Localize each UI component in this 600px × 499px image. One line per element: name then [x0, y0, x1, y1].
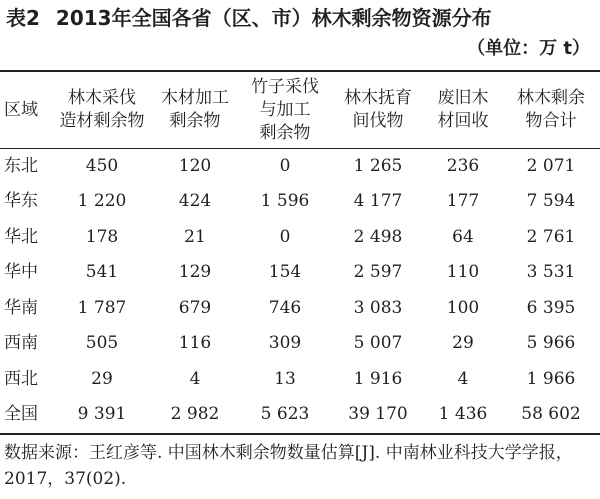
table-caption: 2013年全国各省（区、市）林木剩余物资源分布	[55, 6, 492, 30]
data-source-note: 数据来源：王红彦等. 中国林木剩余物数量估算[J]. 中南林业科技大学学报，2017，37(02).	[4, 443, 573, 489]
value-cell: 7 594	[526, 191, 576, 212]
value-cell: 0	[279, 155, 291, 176]
header-row	[0, 72, 600, 148]
table-row	[0, 219, 600, 255]
value-cell: 4	[189, 368, 201, 389]
value-cell: 6 395	[526, 297, 576, 318]
value-cell: 309	[268, 333, 302, 354]
value-cell: 21	[184, 226, 206, 247]
value-cell: 39 170	[348, 404, 408, 425]
value-cell: 1 436	[438, 404, 488, 425]
region-cell: 西北	[4, 368, 38, 389]
value-cell: 424	[178, 191, 212, 212]
data-table	[0, 72, 600, 432]
value-cell: 2 761	[526, 226, 576, 247]
value-cell: 541	[85, 262, 119, 283]
value-cell: 1 220	[77, 191, 127, 212]
value-cell: 2 498	[353, 226, 403, 247]
column-header: 竹子采伐 与加工 剩余物	[251, 76, 319, 143]
value-cell: 1 966	[526, 368, 576, 389]
table-title	[6, 4, 596, 32]
table-row	[0, 148, 600, 184]
column-header: 林木抚育 间伐物	[344, 88, 412, 131]
value-cell: 120	[178, 155, 212, 176]
value-cell: 1 916	[353, 368, 403, 389]
value-cell: 58 602	[521, 404, 581, 425]
region-cell: 华北	[4, 226, 38, 247]
value-cell: 100	[446, 297, 480, 318]
value-cell: 64	[452, 226, 474, 247]
table-row	[0, 361, 600, 397]
region-cell: 华南	[4, 297, 38, 318]
table-row	[0, 326, 600, 362]
value-cell: 116	[178, 333, 212, 354]
value-cell: 746	[268, 297, 302, 318]
value-cell: 3 083	[353, 297, 403, 318]
region-cell: 东北	[4, 155, 38, 176]
value-cell: 5 966	[526, 333, 576, 354]
value-cell: 5 623	[260, 404, 310, 425]
table-row	[0, 397, 600, 433]
value-cell: 2 982	[170, 404, 220, 425]
column-header: 区域	[4, 99, 38, 120]
region-cell: 华东	[4, 191, 38, 212]
column-header: 废旧木 材回收	[437, 88, 489, 131]
value-cell: 1 265	[353, 155, 403, 176]
table-body	[0, 148, 600, 432]
unit-label: （单位：万 t）	[467, 38, 590, 59]
value-cell: 5 007	[353, 333, 403, 354]
value-cell: 0	[279, 226, 291, 247]
value-cell: 450	[85, 155, 119, 176]
value-cell: 13	[274, 368, 296, 389]
value-cell: 110	[446, 262, 480, 283]
value-cell: 154	[268, 262, 302, 283]
value-cell: 29	[91, 368, 113, 389]
column-header: 木材加工 剩余物	[161, 88, 229, 131]
value-cell: 9 391	[77, 404, 127, 425]
value-cell: 4 177	[353, 191, 403, 212]
column-header: 林木采伐 造材剩余物	[59, 88, 145, 131]
region-cell: 全国	[4, 404, 38, 425]
value-cell: 1 596	[260, 191, 310, 212]
value-cell: 2 597	[353, 262, 403, 283]
table-row	[0, 290, 600, 326]
value-cell: 4	[457, 368, 469, 389]
value-cell: 29	[452, 333, 474, 354]
value-cell: 178	[85, 226, 119, 247]
value-cell: 505	[85, 333, 119, 354]
table-row	[0, 255, 600, 291]
region-cell: 西南	[4, 333, 38, 354]
column-header: 林木剩余 物合计	[517, 88, 585, 131]
value-cell: 2 071	[526, 155, 576, 176]
region-cell: 华中	[4, 262, 38, 283]
table-number: 表2	[6, 6, 40, 30]
value-cell: 679	[178, 297, 212, 318]
value-cell: 3 531	[526, 262, 576, 283]
table-row	[0, 184, 600, 220]
value-cell: 177	[446, 191, 480, 212]
value-cell: 1 787	[77, 297, 127, 318]
table-bottom-rule	[0, 433, 600, 435]
value-cell: 129	[178, 262, 212, 283]
value-cell: 236	[446, 155, 480, 176]
